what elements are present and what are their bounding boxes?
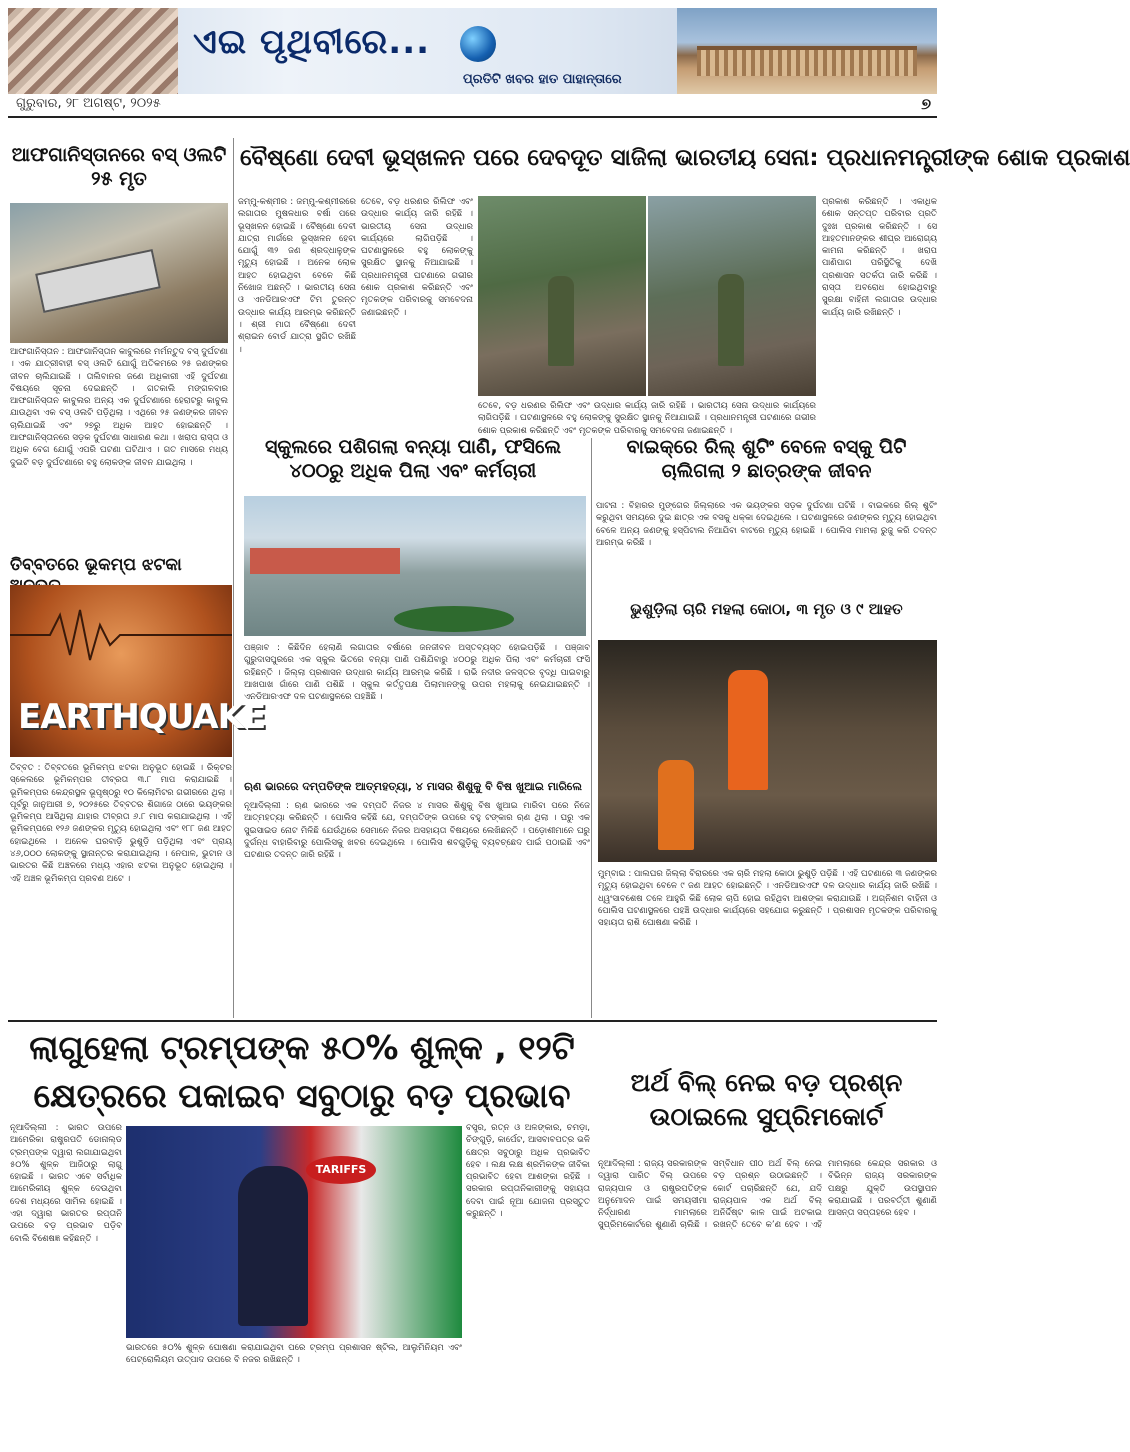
collapse-headline: ଭୁଶୁଡ଼ିଲା ଚାରି ମହଲା କୋଠା, ୩ ମୃତ ଓ ୯ ଆହତ [630,600,903,618]
army-rescue-photo-2 [648,196,816,396]
top-rule [8,116,937,118]
trump-body-col2: ବସ୍ତ୍ର, ରତ୍ନ ଓ ଅଳଙ୍କାର, ଚମଡ଼ା, ଚିଙ୍ଗୁଡ଼ି, କାର୍ପେଟ, ଆସବାବପତ୍ର ଭଳି କ୍ଷେତ୍ର ସବୁଠାରୁ ଅଧିକ ପ୍ରଭାବିତ ହେବ । ଲକ୍ଷ ଲକ୍ଷ ଶ୍ରମିକଙ୍କ ଜୀବିକା ପ୍ରଭାବିତ ହେବା ଆଶଙ୍କା ରହିଛି । ସରକାର ରପ୍ତାନିକାରୀଙ୍କୁ ସହାୟତା ଦେବା ପାଇଁ ନୂଆ ଯୋଜନା ପ୍ରସ୍ତୁତ କରୁଛନ୍ତି । [466,1123,590,1220]
flooded-school-photo [244,496,586,636]
page-number: ୭ [921,94,931,113]
seismograph-line [10,605,232,665]
army-rescue-photo-1 [478,196,646,396]
lead-body-col3: ପ୍ରକାଶ କରିଛନ୍ତି । ଏକାଧିକ ଶୋକ ସନ୍ତପ୍ତ ପରିବାର ପ୍ରତି ଦୁଃଖ ପ୍ରକାଶ କରିଛନ୍ତି । ସେ ଆହତମାନଙ୍କର ଶୀଘ୍ର ଆରୋଗ୍ୟ କାମନା କରିଛନ୍ତି । ଖରାପ ପାଣିପାଗ ପରିସ୍ଥିତିକୁ ଦେଖି ପ୍ରଶାସନ ସତର୍କତା ଜାରି କରିଛି । ରାସ୍ତା ଅବରୋଧ ହୋଇଥିବାରୁ ସୁରକ୍ଷା ବାହିନୀ ଲଗାତାର ଉଦ୍ଧାର କାର୍ଯ୍ୟ ଜାରି ରଖିଛନ୍ତି । [822,197,937,318]
lead-body-under-photos: ତେବେ, ବଡ଼ ଧରଣର ରିଲିଫ ଏବଂ ଉଦ୍ଧାର କାର୍ଯ୍ୟ ଜାରି ରହିଛି । ଭାରତୀୟ ସେନା ଉଦ୍ଧାର କାର୍ଯ୍ୟରେ ଲାଗିପଡ଼ିଛି । ଘଟଣାସ୍ଥଳରେ ବହୁ ଲୋକଙ୍କୁ ସୁରକ୍ଷିତ ସ୍ଥାନକୁ ନିଆଯାଇଛି । ପ୍ରଧାନମନ୍ତ୍ରୀ ଘଟଣାରେ ଗଭୀର ଶୋକ ପ୍ରକାଶ କରିଛନ୍ତି ଏବଂ ମୃତକଙ୍କ ପରିବାରକୁ ସମବେଦନା ଜଣାଇଛନ୍ତି । [478,401,816,436]
trump-body-col1: ନୂଆଦିଲ୍ଲୀ : ଭାରତ ଉପରେ ଆମେରିକା ରାଷ୍ଟ୍ରପତି ଡୋନାଲ୍ଡ ଟ୍ରମ୍ପଙ୍କ ଦ୍ୱାରା ଲଗାଯାଇଥିବା ୫୦% ଶୁଳ୍କ ଆଜିଠାରୁ ଲାଗୁ ହୋଇଛି । ଭାରତ ଏବେ ସର୍ବାଧିକ ଆମେରିକୀୟ ଶୁଳ୍କ ଦେଉଥିବା ଦେଶ ମଧ୍ୟରେ ସାମିଲ ହୋଇଛି । ଏହା ଦ୍ୱାରା ଭାରତର ରପ୍ତାନି ଉପରେ ବଡ଼ ପ୍ରଭାବ ପଡ଼ିବ ବୋଲି ବିଶେଷଜ୍ଞ କହିଛନ୍ତି । [10,1123,122,1244]
tariffs-sign: TARIFFS [306,1156,376,1184]
flood-headline: ସ୍କୁଲରେ ପଶିଗଲା ବନ୍ୟା ପାଣି, ଫସିଲେ ୪୦୦ରୁ ଅଧିକ ପିଲା ଏବଂ କର୍ମଚାରୀ [264,436,561,482]
afghan-bus-photo [10,203,228,343]
mid-rule [8,1020,937,1022]
debt-body: ନୂଆଦିଲ୍ଲୀ : ଋଣ ଭାରରେ ଏକ ଦମ୍ପତି ନିଜର ୪ ମାସର ଶିଶୁକୁ ବିଷ ଖୁଆଇ ମାରିବା ପରେ ନିଜେ ଆତ୍ମହତ୍ୟା କରିଛନ୍ତି । ପୋଲିସ କହିଛି ଯେ, ଦମ୍ପତିଙ୍କ ଉପରେ ବହୁ ଟଙ୍କାର ଋଣ ଥିଲା । ଘରୁ ଏକ ସୁଇସାଇଡ ନୋଟ ମିଳିଛି ଯେଉଁଥିରେ ସେମାନେ ନିଜର ଅସହାୟତା ବିଷୟରେ ଲେଖିଛନ୍ତି । ପଡ଼ୋଶୀମାନେ ଘରୁ ଦୁର୍ଗନ୍ଧ ବାହାରିବାରୁ ପୋଲିସକୁ ଖବର ଦେଇଥିଲେ । ପୋଲିସ ଶବଗୁଡ଼ିକୁ ବ୍ୟବଚ୍ଛେଦ ପାଇଁ ପଠାଇଛି ଏବଂ ଘଟଣାର ତଦନ୍ତ ଜାରି ରହିଛି । [244,801,590,861]
masthead-left-photo [8,8,178,94]
masthead-parliament-photo [677,8,937,94]
earthquake-label: EARTHQUAKE [18,697,266,737]
trees [394,606,514,632]
afghan-headline: ଆଫଗାନିସ୍ତାନରେ ବସ୍ ଓଲଟି ୨୫ ମୃତ [11,144,227,190]
parliament-colonnade [697,46,917,76]
masthead-tagline: ପ୍ରତିଟି ଖବର ହାତ ପାହାନ୍ତାରେ [463,72,622,87]
sc-headline: ଅର୍ଥ ବିଲ୍ ନେଇ ବଡ଼ ପ୍ରଶ୍ନ ଉଠାଇଲେ ସୁପ୍ରିମକୋର୍ଟ [630,1068,903,1131]
debt-headline: ଋଣ ଭାରରେ ଦମ୍ପତିଙ୍କ ଆତ୍ମହତ୍ୟା, ୪ ମାସର ଶିଶୁକୁ ବି ବିଷ ଖୁଆଇ ମାରିଲେ [244,780,582,793]
tariffs-illustration [126,1126,462,1338]
school-building [250,548,400,574]
building-collapse-photo [598,640,937,862]
bike-body: ପାଟନା : ବିହାରର ମୁଙ୍ଗେର ଜିଲ୍ଲାରେ ଏକ ଭୟଙ୍କର ସଡ଼କ ଦୁର୍ଘଟଣା ଘଟିଛି । ବାଇକରେ ରିଲ୍ ଶୁଟିଂ କରୁଥିବା ସମୟରେ ଦୁଇ ଛାତ୍ର ଏକ ବସକୁ ଧକ୍କା ଦେଇଥିଲେ । ଘଟଣାସ୍ଥଳରେ ଜଣଙ୍କର ମୃତ୍ୟୁ ହୋଇଥିବା ବେଳେ ଅନ୍ୟ ଜଣଙ୍କୁ ହସ୍ପିଟାଲ ନିଆଯିବା ବାଟରେ ମୃତ୍ୟୁ ହୋଇଛି । ପୋଲିସ ମାମଲା ରୁଜୁ କରି ତଦନ୍ତ ଆରମ୍ଭ କରିଛି । [596,501,937,548]
lead-headline: ବୈଷ୍ଣୋ ଦେବୀ ଭୂସ୍ଖଳନ ପରେ ଦେବଦୂତ ସାଜିଲା ଭାରତୀୟ ସେନା: ପ୍ରଧାନମନ୍ତ୍ରୀଙ୍କ ଶୋକ ପ୍ରକାଶ [240,145,1130,171]
trump-headline: ଲାଗୁହେଲା ଟ୍ରମ୍ପଙ୍କ ୫୦% ଶୁଳ୍କ , ୧୨ଟି କ୍ଷେତ୍ରରେ ପକାଇବ ସବୁଠାରୁ ବଡ଼ ପ୍ରଭାବ [29,1028,575,1115]
trump-caption: ଭାରତରେ ୫୦% ଶୁଳ୍କ ଘୋଷଣା କରାଯାଇଥିବା ପରେ ଟ୍ରମ୍ପ ପ୍ରଶାସନ ଷ୍ଟିଲ, ଆଲୁମିନିୟମ ଏବଂ ପେଟ୍ରୋଲିୟମ ଉତ୍ପାଦ ଉପରେ ବି ନଜର ରଖିଛନ୍ତି । [126,1343,462,1366]
quake-body: ତିବ୍ବତ : ତିବ୍ବତରେ ଭୂମିକମ୍ପ ଝଟକା ଅନୁଭୂତ ହୋଇଛି । ରିକ୍ଟର ସ୍କେଲରେ ଭୂମିକମ୍ପର ତୀବ୍ରତା ୩.୮ ମାପ କରାଯାଇଛି । ଭୂମିକମ୍ପର କେନ୍ଦ୍ରସ୍ଥଳ ଭୂପୃଷ୍ଠରୁ ୧୦ କିଲୋମିଟର ଗଭୀରରେ ଥିଲା । ପୂର୍ବରୁ ଜାନୁଆରୀ ୭, ୨୦୨୫ରେ ତିବ୍ବତର ଶିଗାଜେ ଠାରେ ଭୟଙ୍କର ଭୂମିକମ୍ପ ଆସିଥିଲା ଯାହାର ତୀବ୍ରତା ୬.୮ ମାପ କରାଯାଇଥିଲା । ଏହି ଭୂମିକମ୍ପରେ ୧୨୬ ଜଣଙ୍କର ମୃତ୍ୟୁ ହୋଇଥିଲା ଏବଂ ୧୮୮ ଜଣ ଆହତ ହୋଇଥିଲେ । ଅନେକ ଘରବାଡ଼ି ଭୁଶୁଡ଼ି ପଡ଼ିଥିଲା ଏବଂ ପ୍ରାୟ ୪୬,୦୦୦ ଲୋକଙ୍କୁ ସ୍ଥାନାନ୍ତର କରାଯାଇଥିଲା । ନେପାଳ, ଭୁଟାନ ଓ ଭାରତର କିଛି ଅଞ୍ଚଳରେ ମଧ୍ୟ ଏହାର ଝଟକା ଅନୁଭୂତ ହୋଇଥିଲା । ଏହି ଅଞ୍ଚଳ ଭୂମିକମ୍ପ ପ୍ରବଣ ଅଟେ । [10,763,232,884]
collapse-body: ମୁମ୍ବାଇ : ପାଲଘର ଜିଲ୍ଲା ବିରାରରେ ଏକ ଚାରି ମହଲା କୋଠା ଭୁଶୁଡ଼ି ପଡ଼ିଛି । ଏହି ଘଟଣାରେ ୩ ଜଣଙ୍କର ମୃତ୍ୟୁ ହୋଇଥିବା ବେଳେ ୯ ଜଣ ଆହତ ହୋଇଛନ୍ତି । ଏନଡିଆରଏଫ ଦଳ ଉଦ୍ଧାର କାର୍ଯ୍ୟ ଜାରି ରଖିଛି । ଧ୍ୱଂସାବଶେଷ ତଳେ ଆହୁରି କିଛି ଲୋକ ଚାପି ହୋଇ ରହିଥିବା ଆଶଙ୍କା କରାଯାଉଛି । ଅଗ୍ନିଶମ ବାହିନୀ ଓ ପୋଲିସ ଘଟଣାସ୍ଥଳରେ ପହଞ୍ଚି ଉଦ୍ଧାର କାର୍ଯ୍ୟରେ ସହଯୋଗ କରୁଛନ୍ତି । ପ୍ରଶାସନ ମୃତକଙ୍କ ପରିବାରକୁ ସହାୟତା ରାଶି ଘୋଷଣା କରିଛି । [598,869,937,929]
bike-headline: ବାଇକ୍‌ରେ ରିଲ୍ ଶୁଟିଂ ବେଳେ ବସ୍‌କୁ ପିଟି ଚାଲିଗଲା ୨ ଛାତ୍ରଙ୍କ ଜୀବନ [626,436,907,482]
column-divider [233,138,234,1018]
rescuer-figure [728,670,768,790]
quake-headline: ତିବ୍ବତରେ ଭୂକମ୍ପ ଝଟକା [10,555,182,575]
soldier-figure [548,276,574,366]
masthead [8,8,937,94]
column-divider [591,438,592,1018]
earthquake-photo [10,585,266,757]
globe-icon [460,26,496,62]
masthead-title: ଏଇ ପୃଥିବୀରେ... [193,22,431,62]
dateline: ଗୁରୁବାର, ୨୮ ଅଗଷ୍ଟ, ୨୦୨୫ [16,96,161,111]
afghan-body: ଆଫଗାନିସ୍ତାନ : ଆଫଗାନିସ୍ତାନ କାବୁଲରେ ମର୍ମନ୍ତୁଦ ବସ୍ ଦୁର୍ଘଟଣା । ଏକ ଯାତ୍ରୀବାହୀ ବସ୍ ଓଲଟି ଯୋଗୁଁ ଅତିକମରେ ୨୫ ଜଣଙ୍କର ଜୀବନ ଚାଲିଯାଇଛି । ତାଲିବାନର ଜଣେ ଅଧିକାରୀ ଏହି ଦୁର୍ଘଟଣା ବିଷୟରେ ସୂଚନା ଦେଇଛନ୍ତି । ଗତକାଲି ମଙ୍ଗଳବାର ଆଫଗାନିସ୍ତାନ କାବୁଲର ଅନ୍ୟ ଏକ ଦୁର୍ଘଟଣାରେ ହେରାଟରୁ କାବୁଲ ଯାଉଥିବା ଏକ ବସ୍ ଓଲଟି ପଡ଼ିଥିଲା । ଏଥିରେ ୨୫ ଜଣଙ୍କର ଜୀବନ ଚାଲିଯାଇଛି ଏବଂ ୨୭ରୁ ଅଧିକ ଆହତ ହୋଇଛନ୍ତି । ଆଫଗାନିସ୍ତାନରେ ସଡ଼କ ଦୁର୍ଘଟଣା ସାଧାରଣ କଥା । ଖରାପ ରାସ୍ତା ଓ ଅଧିକ ବେଗ ଯୋଗୁଁ ଏପରି ଘଟଣା ଘଟିଥାଏ । ଗତ ମାସରେ ମଧ୍ୟ ଦୁଇଟି ବଡ଼ ଦୁର୍ଘଟଣାରେ ବହୁ ଲୋକଙ୍କ ଜୀବନ ଯାଇଥିଲା । [10,347,228,468]
overturned-bus [35,249,161,313]
trump-figure [238,1166,308,1326]
sc-body: ନୂଆଦିଲ୍ଲୀ : ରାଜ୍ୟ ସରକାରଙ୍କ ଦ୍ୱାରା ପାରିତ ବିଲ୍ ଉପରେ ରାଜ୍ୟପାଳ ଓ ରାଷ୍ଟ୍ରପତିଙ୍କ ଅନୁମୋଦନ ପାଇଁ ସମୟସୀମା ନିର୍ଦ୍ଧାରଣ ମାମଲାରେ ସୁପ୍ରିମକୋର୍ଟରେ ଶୁଣାଣି ଚାଲିଛି । ସମ୍ବିଧାନ ପୀଠ ଅର୍ଥ ବିଲ୍ ନେଇ ବଡ଼ ପ୍ରଶ୍ନ ଉଠାଇଛନ୍ତି । କୋର୍ଟ ପଚାରିଛନ୍ତି ଯେ, ଯଦି ରାଜ୍ୟପାଳ ଏକ ଅର୍ଥ ବିଲ୍ ଅନିର୍ଦ୍ଦିଷ୍ଟ କାଳ ପାଇଁ ଅଟକାଇ ରଖନ୍ତି ତେବେ କ’ଣ ହେବ । ଏହି ମାମଲାରେ କେନ୍ଦ୍ର ସରକାର ଓ ବିଭିନ୍ନ ରାଜ୍ୟ ସରକାରଙ୍କ ପକ୍ଷରୁ ଯୁକ୍ତି ଉପସ୍ଥାପନ କରାଯାଇଛି । ପରବର୍ତ୍ତୀ ଶୁଣାଣି ଆସନ୍ତା ସପ୍ତାହରେ ହେବ । [598,1159,937,1231]
rescuer-figure [658,760,694,850]
lead-body-col2: ତେବେ, ବଡ଼ ଧରଣର ରିଲିଫ ଏବଂ ଉଦ୍ଧାର କାର୍ଯ୍ୟ ଜାରି ରହିଛି । ଭାରତୀୟ ସେନା ଉଦ୍ଧାର କାର୍ଯ୍ୟରେ ଲାଗିପଡ଼ିଛି । ଘଟଣାସ୍ଥଳରେ ବହୁ ଲୋକଙ୍କୁ ସୁରକ୍ଷିତ ସ୍ଥାନକୁ ନିଆଯାଇଛି । ପ୍ରଧାନମନ୍ତ୍ରୀ ଘଟଣାରେ ଗଭୀର ଶୋକ ପ୍ରକାଶ କରିଛନ୍ତି ଏବଂ ମୃତକଙ୍କ ପରିବାରକୁ ସମବେଦନା ଜଣାଇଛନ୍ତି । [361,197,473,318]
flood-body: ପଞ୍ଜାବ : କିଛିଦିନ ହେଲାଣି ଲଗାତାର ବର୍ଷାରେ ଜନଜୀବନ ଅସ୍ତବ୍ୟସ୍ତ ହୋଇପଡ଼ିଛି । ପଞ୍ଜାବ ଗୁରୁଦାସପୁରରେ ଏକ ସ୍କୁଲ ଭିତରେ ବନ୍ୟା ପାଣି ପଶିଯିବାରୁ ୪୦୦ରୁ ଅଧିକ ପିଲା ଏବଂ କର୍ମଚାରୀ ଫସି ରହିଛନ୍ତି । ଜିଲ୍ଲା ପ୍ରଶାସନ ଉଦ୍ଧାର କାର୍ଯ୍ୟ ଆରମ୍ଭ କରିଛି । ରାଭି ନଦୀର ଜଳସ୍ତର ବୃଦ୍ଧି ପାଇବାରୁ ଆଖପାଖ ଗାଁରେ ପାଣି ପଶିଛି । ସ୍କୁଲ କର୍ତ୍ତୃପକ୍ଷ ପିଲାମାନଙ୍କୁ ଉପର ମହଲାକୁ ନେଇଯାଇଛନ୍ତି । ଏନଡିଆରଏଫ ଦଳ ଘଟଣାସ୍ଥଳରେ ପହଞ୍ଚିଛି । [244,643,590,703]
soldier-figure [718,274,744,366]
lead-body-col1: ଜମ୍ମୁ-କଶ୍ମୀର : ଜମ୍ମୁ-କଶ୍ମୀରରେ ଲଗାତାର ମୁଷଳଧାର ବର୍ଷା ପରେ ଭୂସ୍ଖଳନ ହୋଇଛି । ବୈଷ୍ଣୋ ଦେବୀ ଯାତ୍ରା ମାର୍ଗରେ ଭୂସ୍ଖଳନ ହେବା ଯୋଗୁଁ ୩୨ ଜଣ ଶ୍ରଦ୍ଧାଳୁଙ୍କ ମୃତ୍ୟୁ ହୋଇଛି । ଅନେକ ଲୋକ ଆହତ ହୋଇଥିବା ବେଳେ କିଛି ନିଖୋଜ ଅଛନ୍ତି । ଭାରତୀୟ ସେନା ଓ ଏନଡିଆରଏଫ ଟିମ ତୁରନ୍ତ ଉଦ୍ଧାର କାର୍ଯ୍ୟ ଆରମ୍ଭ କରିଛନ୍ତି । ଶ୍ରୀ ମାତା ବୈଷ୍ଣୋ ଦେବୀ ଶ୍ରାଇନ ବୋର୍ଡ ଯାତ୍ରା ସ୍ଥଗିତ ରଖିଛି । [238,197,356,355]
